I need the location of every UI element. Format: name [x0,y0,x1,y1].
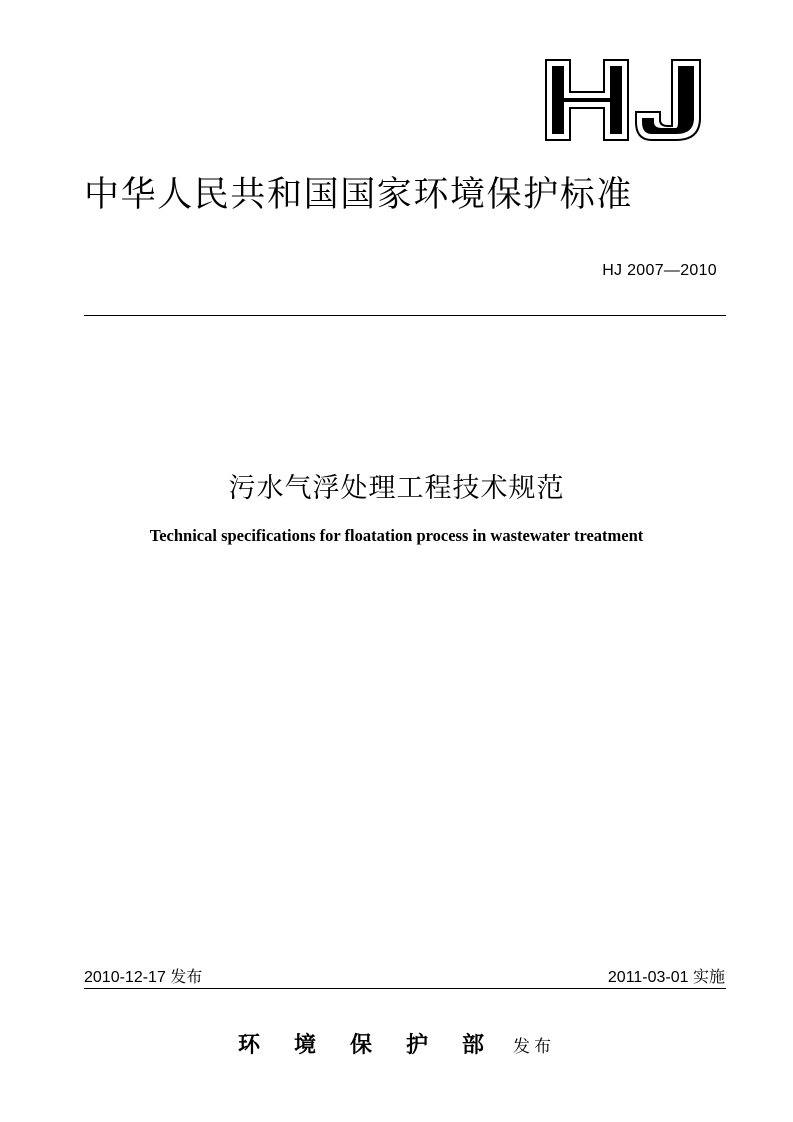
document-title-english: Technical specifications for floatation process in wastewater treatment [149,526,644,545]
hj-logo [540,56,710,144]
top-divider [84,315,726,316]
publisher-name: 环境保护部 [237,1033,518,1058]
national-standard-title: 中华人民共和国国家环境保护标准 [84,175,634,215]
j-letter [636,60,700,140]
standard-number: HJ 2007—2010 [602,262,717,279]
publisher-line [0,1028,793,1059]
document-title-chinese: 污水气浮处理工程技术规范 [228,473,565,504]
publisher-verb: 发布 [513,1037,556,1057]
issue-date: 2010-12-17 发布 [84,969,203,986]
bottom-divider [84,988,726,989]
h-letter [546,60,628,140]
implementation-date: 2011-03-01 实施 [607,969,725,986]
